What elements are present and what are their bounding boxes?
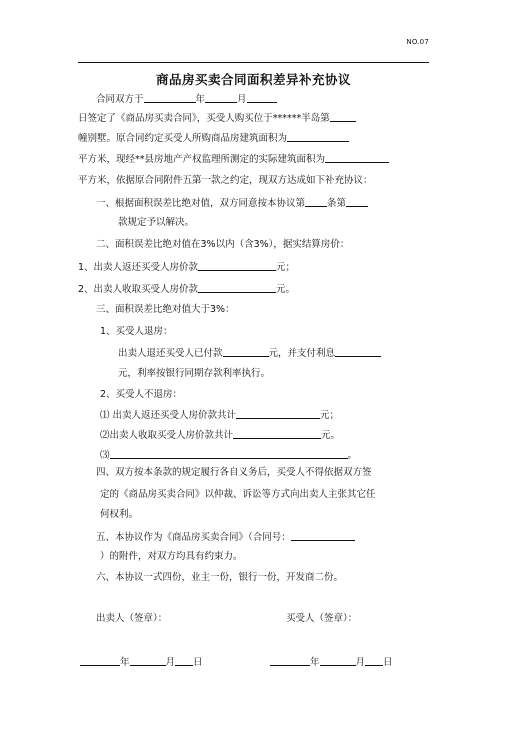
clause-text: 一、根据面积误差比绝对值，双方同意按本协议第	[96, 198, 306, 209]
clause-4-line-1: 四、双方按本条款的规定履行各自义务后，买受人不得依据双方签	[96, 467, 372, 478]
blank-field[interactable]	[198, 260, 276, 271]
clause-6: 六、本协议一式四份，业主一份，银行一份，开发商二份。	[96, 572, 344, 583]
year-label: 年	[195, 94, 206, 105]
month-label: 月	[165, 657, 176, 668]
blank-field[interactable]	[223, 346, 269, 357]
blank-field[interactable]	[291, 530, 355, 541]
blank-field[interactable]	[346, 196, 368, 207]
blank-field[interactable]	[130, 655, 166, 666]
clause-5-line-1	[96, 530, 355, 545]
clause-text: ⑴ 出卖人返还买受人房价款共计	[100, 410, 237, 421]
unit-label: 元。	[321, 430, 341, 441]
blank-field[interactable]	[198, 282, 276, 293]
intro-line-3	[78, 131, 349, 146]
intro-line-4	[78, 152, 389, 167]
clause-text: 条第	[327, 198, 347, 209]
clause-3-sub-1: 1、买受人退房：	[100, 326, 173, 337]
blank-field[interactable]	[236, 408, 320, 419]
blank-field[interactable]	[320, 655, 356, 666]
clause-text: 出卖人退还买受人已付款	[118, 348, 223, 359]
intro-text: 日签定了《商品房买卖合同》，买受人购买位于******半岛第	[78, 113, 330, 124]
intro-text: 幢别墅。原合同约定买受人所购商品房建筑面积为	[78, 133, 288, 144]
clause-4-line-2: 定的《商品房买卖合同》以仲裁、诉讼等方式向出卖人主张其它任	[100, 489, 376, 500]
blank-field[interactable]	[325, 152, 389, 163]
clause-1-line-1	[96, 196, 368, 211]
clause-text: 五、本协议作为《商品房买卖合同》（合同号：	[96, 532, 291, 543]
blank-field[interactable]	[270, 655, 310, 666]
blank-field[interactable]	[80, 655, 120, 666]
document-title: 商品房买卖合同面积差异补充协议	[155, 72, 351, 87]
seller-signature-label: 出卖人（签章）：	[96, 613, 168, 624]
buyer-signature-label: 买受人（签章）：	[286, 613, 358, 624]
buyer-date	[270, 655, 393, 670]
clause-3-option-2	[100, 428, 340, 443]
unit-label: 元；	[276, 262, 296, 273]
unit-label: 元；	[320, 410, 340, 421]
blank-field[interactable]	[205, 92, 237, 103]
header-divider	[78, 62, 429, 63]
blank-field[interactable]	[144, 92, 196, 103]
clause-2-item-1	[78, 260, 295, 275]
clause-3-sub-1-line-b: 元，利率按银行同期存款利率执行。	[118, 368, 271, 379]
blank-field[interactable]	[175, 655, 193, 666]
clause-3-sub-1-line-a	[118, 346, 381, 361]
clause-3-option-3	[100, 448, 357, 463]
blank-field[interactable]	[365, 655, 383, 666]
blank-field[interactable]	[335, 346, 381, 357]
clause-3-option-1	[100, 408, 339, 423]
year-label: 年	[310, 657, 320, 668]
intro-text: 平方米，现经**县房地产产权监理所测定的实际建筑面积为	[78, 154, 326, 165]
clause-1-line-2: 款规定予以解决。	[118, 217, 195, 228]
intro-line-1	[96, 92, 277, 107]
punctuation: 。	[347, 450, 358, 461]
blank-field[interactable]	[305, 196, 327, 207]
blank-field[interactable]	[247, 92, 277, 103]
month-label: 月	[355, 657, 366, 668]
clause-5-line-2: ）的附件，对双方均具有约束力。	[100, 551, 243, 562]
clause-3-heading: 三、面积误差比绝对值大于3%：	[96, 304, 235, 315]
month-label: 月	[237, 94, 247, 105]
clause-text: ⑵出卖人收取买受人房价款共计	[100, 430, 234, 441]
intro-line-2	[78, 111, 356, 126]
blank-field[interactable]	[110, 448, 348, 459]
blank-field[interactable]	[330, 111, 356, 122]
year-label: 年	[120, 657, 130, 668]
clause-text: 元，并支付利息	[268, 348, 336, 359]
day-label: 日	[193, 657, 203, 668]
clause-text: 2、出卖人收取买受人房价款	[78, 284, 199, 295]
intro-line-5: 平方米，依据原合同附件五第一款之约定，现双方达成如下补充协议：	[78, 175, 373, 186]
clause-text: 1、出卖人返还买受人房价款	[78, 262, 199, 273]
blank-field[interactable]	[233, 428, 321, 439]
intro-text: 合同双方于	[96, 94, 144, 105]
blank-field[interactable]	[287, 131, 349, 142]
day-label: 日	[383, 657, 393, 668]
clause-2-heading: 二、面积误差比绝对值在3%以内（含3%），据实结算房价：	[96, 239, 350, 250]
seller-date	[80, 655, 203, 670]
clause-4-line-3: 何权利。	[100, 509, 139, 520]
unit-label: 元。	[276, 284, 296, 295]
clause-2-item-2	[78, 282, 295, 297]
clause-3-sub-2: 2、买受人不退房：	[100, 389, 183, 400]
clause-text: ⑶	[100, 450, 110, 461]
document-number: NO.07	[406, 38, 429, 46]
